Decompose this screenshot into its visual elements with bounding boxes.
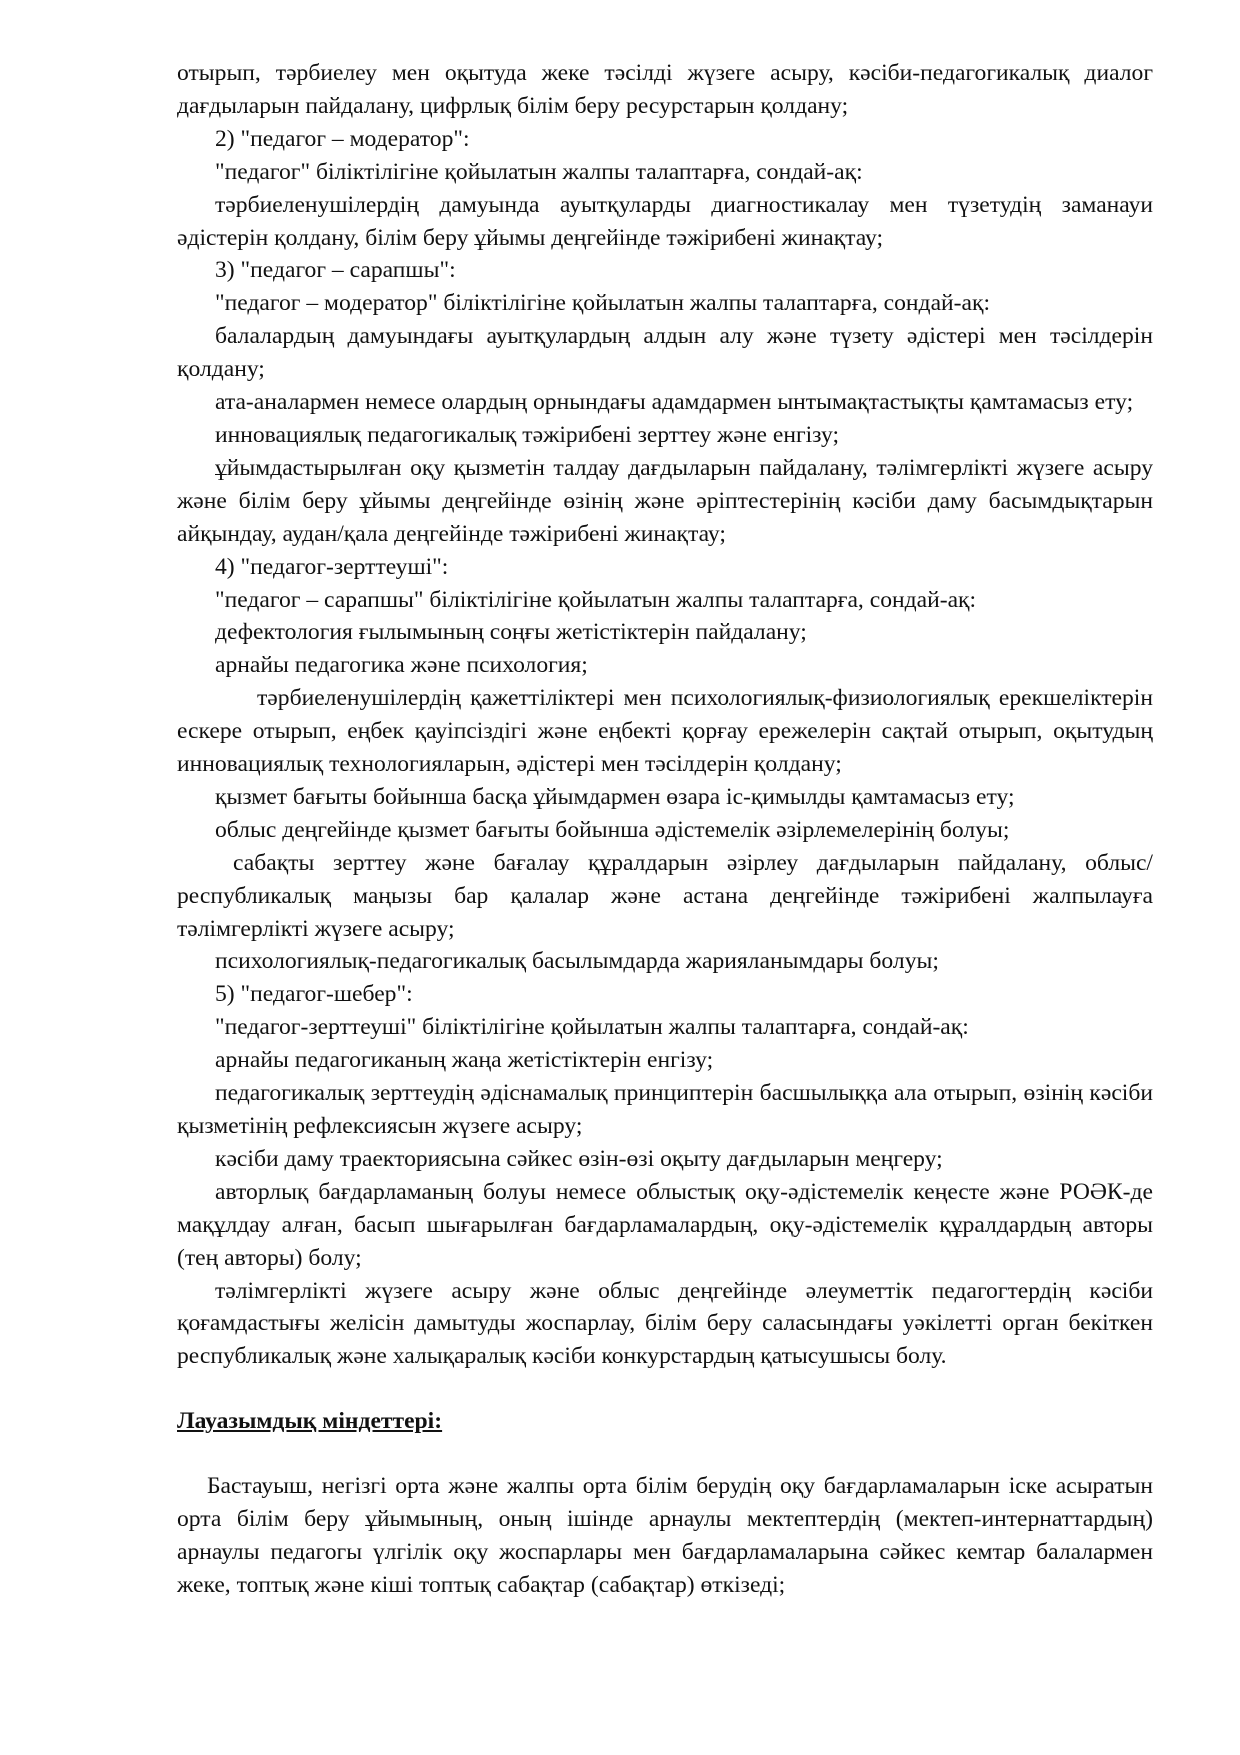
paragraph: "педагог-зерттеуші" біліктілігіне қойылатын жалпы талаптарға, сондай-ақ:	[215, 1014, 969, 1041]
paragraph: тәлімгерлікті жүзеге асыру және облыс деңгейінде әлеуметтік педагогтердің кәсіби қоғамдастығы желісін дамытуды жоспарлау, білім беру саласындағы уәкілетті орган бекіткен республикалық және халықаралық кәсіби конкурстардың қатысушысы болу.	[177, 1277, 1153, 1370]
paragraph: авторлық бағдарламаның болуы немесе облыстық оқу-әдістемелік кеңесте және РОӘК-де мақұлдау алған, басып шығарылған бағдарламалардың, оқу-әдістемелік құралдардың авторы (тең авторы) болу;	[177, 1178, 1153, 1271]
paragraph: ұйымдастырылған оқу қызметін талдау дағдыларын пайдалану, тәлімгерлікті жүзеге асыру және білім беру ұйымы деңгейінде өзінің және әріптестерінің кәсіби даму басымдықтарын айқындау, аудан/қала деңгейінде тәжірибені жинақтау;	[177, 454, 1153, 547]
paragraph: арнайы педагогика және психология;	[215, 652, 588, 679]
paragraph: кәсіби даму траекториясына сәйкес өзін-өзі оқыту дағдыларын меңгеру;	[215, 1145, 943, 1172]
paragraph: тәрбиеленушілердің дамуында ауытқуларды диагностикалау мен түзетудің заманауи әдістерін қолдану, білім беру ұйымы деңгейінде тәжірибені жинақтау;	[177, 191, 1153, 251]
paragraph: 3) "педагог – сарапшы":	[215, 257, 456, 284]
paragraph: қызмет бағыты бойынша басқа ұйымдармен өзара іс-қимылды қамтамасыз ету;	[215, 783, 1015, 810]
paragraph: педагогикалық зерттеудің әдіснамалық принциптерін басшылыққа ала отырып, өзінің кәсіби қызметінің рефлексиясын жүзеге асыру;	[177, 1080, 1153, 1139]
section-gap	[177, 1438, 1153, 1470]
paragraph: 2) "педагог – модератор":	[215, 125, 470, 152]
duties-paragraph: Бастауыш, негізгі орта және жалпы орта білім берудің оқу бағдарламаларын іске асыратын орта білім беру ұйымының, оның ішінде арнаулы мектептердің (мектеп-интернаттардың) арнаулы педагогы үлгілік оқу жоспарлары мен бағдарламаларына сәйкес кемтар балалармен жеке, топтық және кіші топтық сабақтар (сабақтар) өткізеді;	[177, 1473, 1153, 1598]
paragraph: психологиялық-педагогикалық басылымдарда жарияланымдары болуы;	[215, 948, 939, 975]
paragraph: дефектология ғылымының соңғы жетістіктерін пайдалану;	[215, 619, 807, 646]
duties-heading: Лауазымдық міндеттері:	[177, 1408, 443, 1435]
paragraph: 4) "педагог-зерттеуші":	[215, 553, 449, 580]
paragraph: сабақты зерттеу және бағалау құралдарын әзірлеу дағдыларын пайдалану, облыс/республикалық маңызы бар қалалар және астана деңгейінде тәжірибені жалпылауға тәлімгерлікті жүзеге асыру;	[177, 849, 1153, 942]
document-page	[177, 57, 1153, 1602]
paragraph: инновациялық педагогикалық тәжірибені зерттеу және енгізу;	[215, 421, 840, 448]
paragraph: "педагог – сарапшы" біліктілігіне қойылатын жалпы талаптарға, сондай-ақ:	[215, 586, 977, 613]
paragraph: ата-аналармен немесе олардың орнындағы адамдармен ынтымақтастықты қамтамасыз ету;	[215, 389, 1134, 416]
paragraph: тәрбиеленушілердің қажеттіліктері мен психологиялық-физиологиялық ерекшеліктерін ескере отырып, еңбек қауіпсіздігі және еңбекті қорғау ережелерін сақтай отырып, оқытудың инновациялық технологияларын, әдістері мен тәсілдерін қолдану;	[177, 685, 1153, 778]
paragraph: отырып, тәрбиелеу мен оқытуда жеке тәсілді жүзеге асыру, кәсіби-педагогикалық диалог дағдыларын пайдалану, цифрлық білім беру ресурстарын қолдану;	[177, 60, 1153, 119]
paragraph: "педагог – модератор" біліктілігіне қойылатын жалпы талаптарға, сондай-ақ:	[215, 290, 991, 317]
paragraph: 5) "педагог-шебер":	[215, 981, 413, 1008]
paragraph: облыс деңгейінде қызмет бағыты бойынша әдістемелік әзірлемелерінің болуы;	[215, 816, 1010, 843]
paragraph: "педагог" біліктілігіне қойылатын жалпы талаптарға, сондай-ақ:	[215, 158, 863, 185]
qualification-requirements-section	[177, 57, 1153, 1373]
section-gap	[177, 1373, 1153, 1405]
paragraph: арнайы педагогиканың жаңа жетістіктерін енгізу;	[215, 1047, 714, 1074]
paragraph: балалардың дамуындағы ауытқулардың алдын алу және түзету әдістері мен тәсілдерін қолдану;	[177, 323, 1153, 383]
